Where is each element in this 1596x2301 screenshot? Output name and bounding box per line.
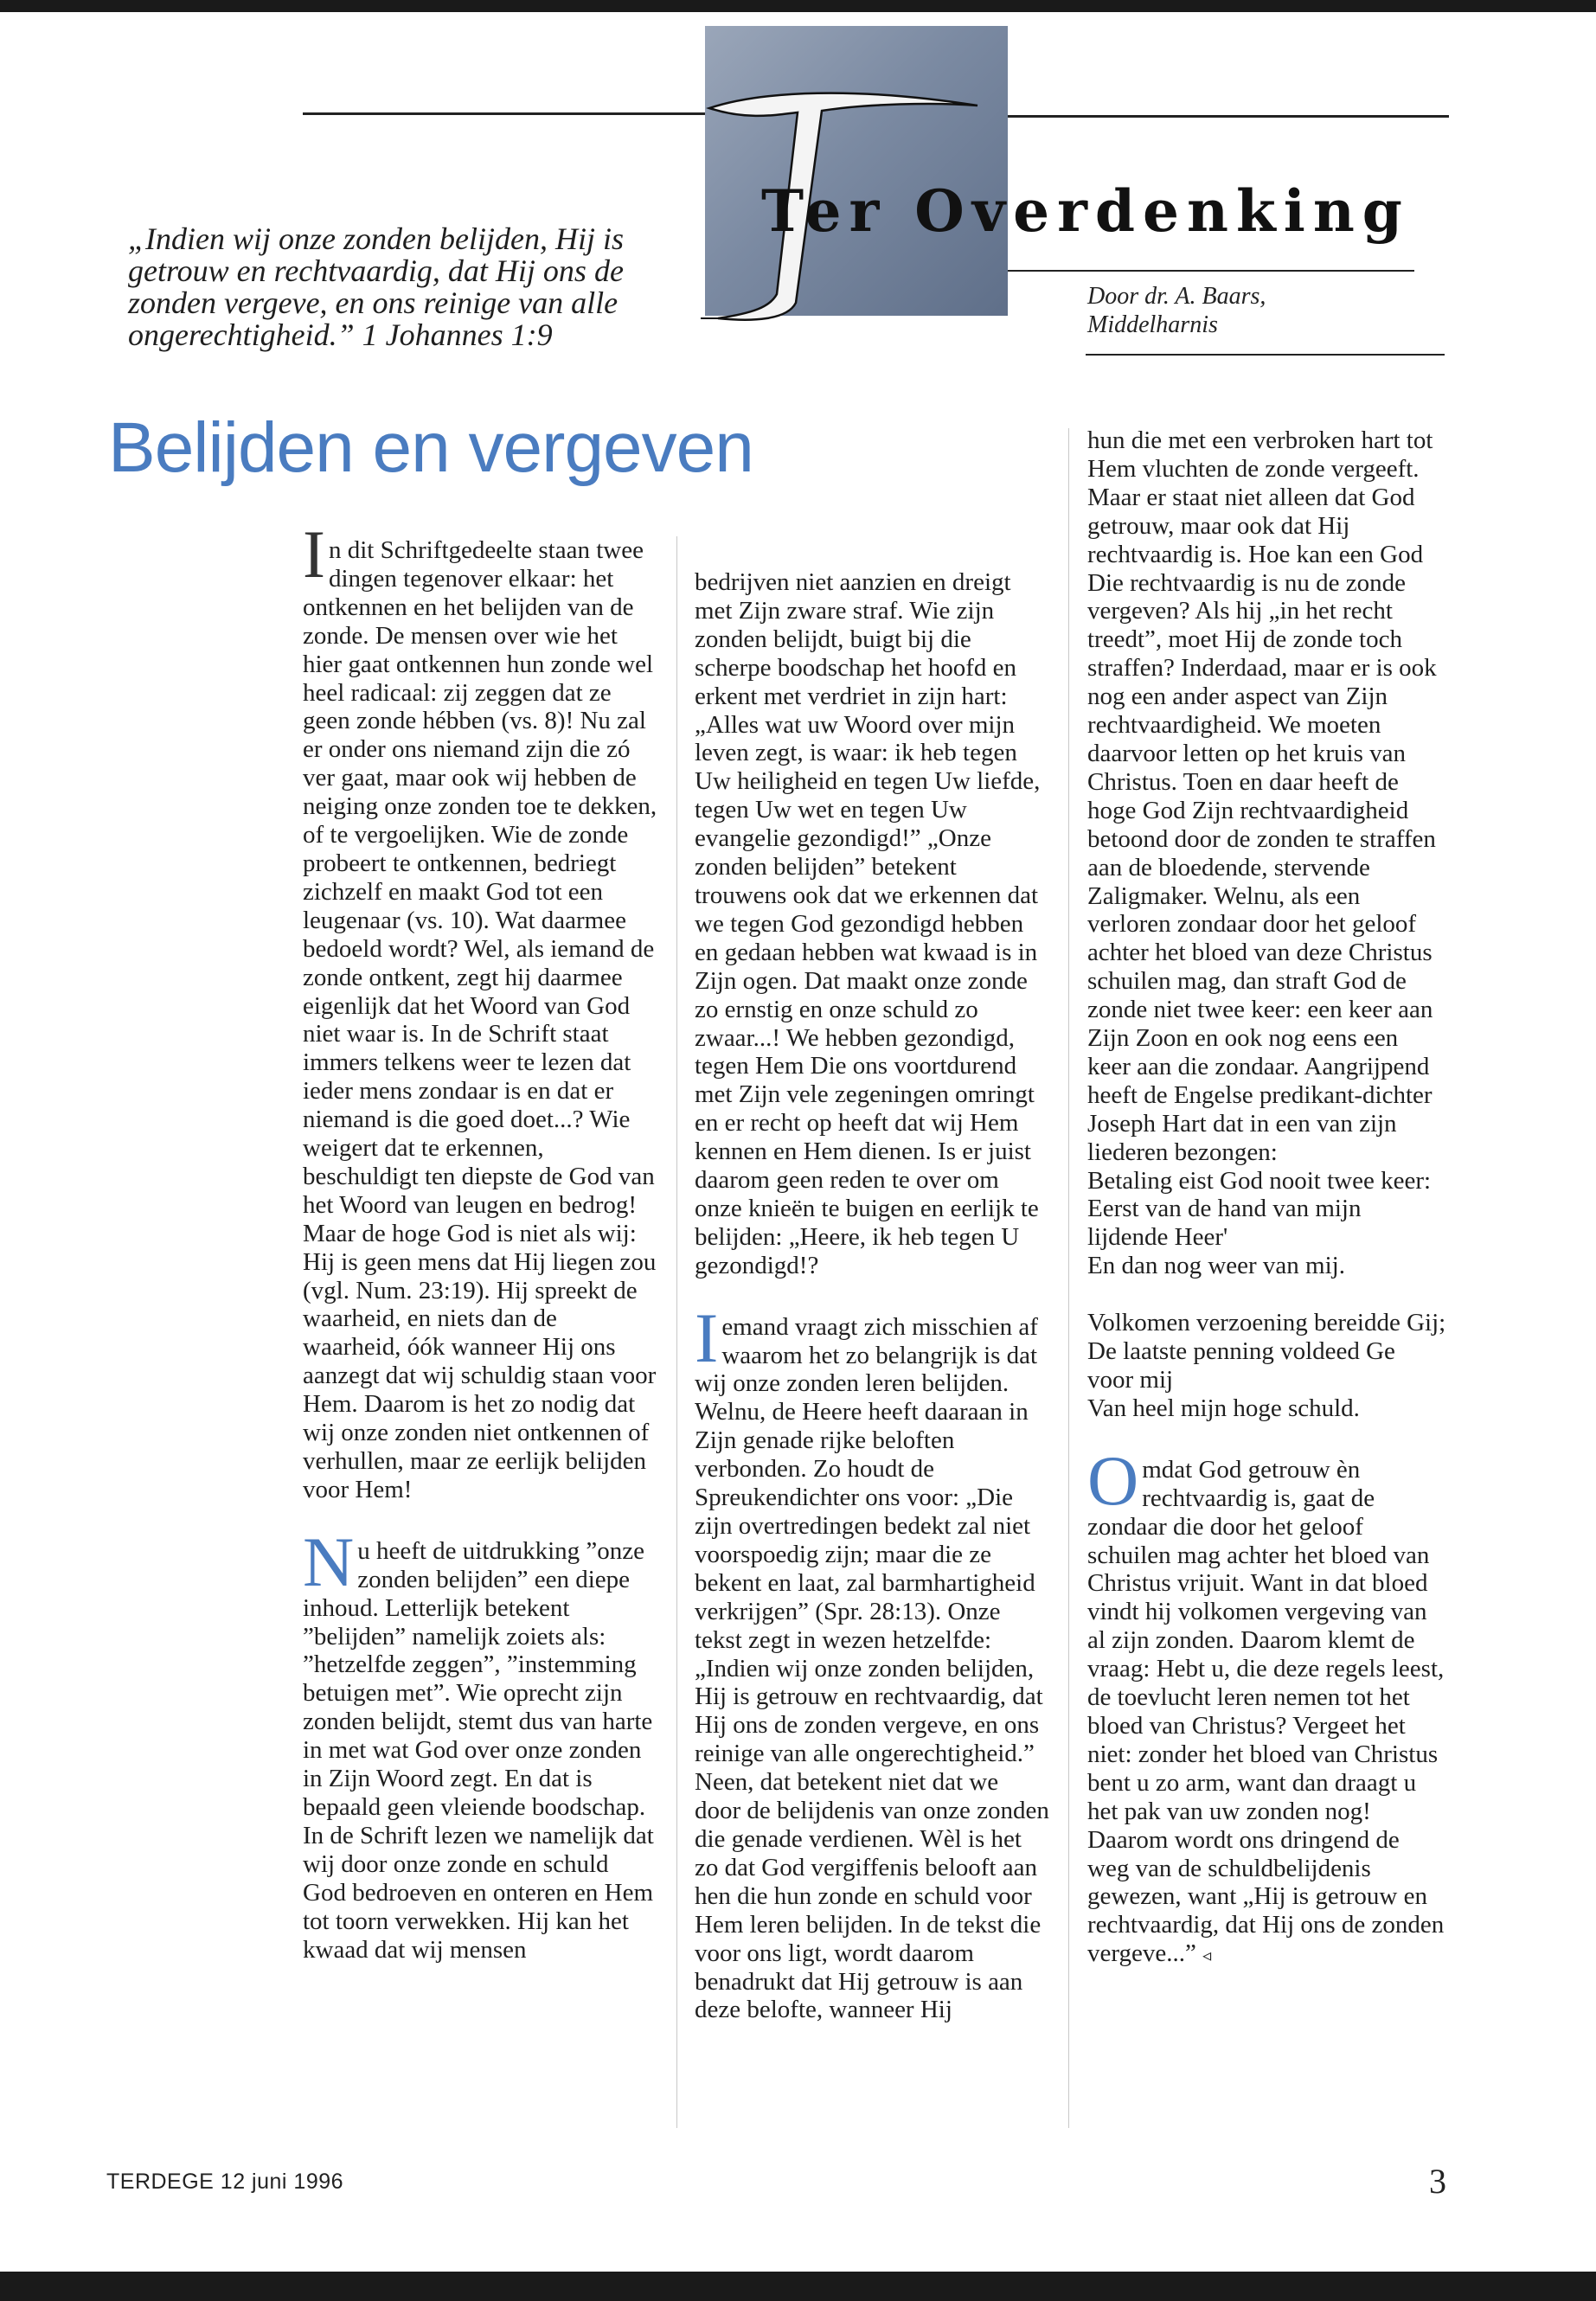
byline-author: Door dr. A. Baars, — [1087, 283, 1266, 310]
verse — [1087, 1167, 1446, 1281]
article-column-1 — [303, 516, 657, 1964]
drop-cap: I — [695, 1298, 719, 1377]
paragraph-text: emand vraagt zich misschien af waarom het zo belangrijk is dat wij onze zonden leren belijden. Welnu, de Heere heeft daaraan in Zijn genade rijke beloften verbonden. Zo houdt de Spreukendichter ons voor: „Die zijn overtredingen bedekt zal niet voorspoedig zijn; maar die ze bekent en laat, zal barmhartigheid verkrijgen” (Spr. 28:13). Onze tekst zegt in wezen hetzelfde: „Indien wij onze zonden belijden, Hij is getrouw en rechtvaardig, dat Hij ons de zonden vergeve, en ons reinige van alle ongerechtigheid.” Neen, dat betekent niet dat we door de belijdenis van onze zonden die genade verdienen. Wèl is het zo dat God vergiffenis belooft aan hen die hun zonde en schuld voor Hem leren belijden. In de tekst die voor ons ligt, wordt daarom benadrukt dat Hij getrouw is aan deze belofte, wanneer Hij — [695, 1312, 1049, 2024]
article-column-3 — [1087, 426, 1446, 1971]
article-column-2 — [695, 568, 1049, 2024]
drop-cap: O — [1087, 1440, 1139, 1520]
article-headline: Belijden en vergeven — [108, 408, 753, 487]
column-divider — [1068, 428, 1069, 2128]
page-top-border — [0, 0, 1596, 12]
drop-cap: I — [303, 516, 325, 592]
column-divider — [676, 536, 677, 2128]
paragraph — [1087, 1440, 1446, 1971]
paragraph-text: n dit Schriftgedeelte staan twee dingen tegenover elkaar: het ontkennen en het belijden van de zonde. De mensen over wie het hier gaat ontkennen hun zonde wel heel radicaal: zij zeggen dat ze geen zonde hébben (vs. 8)! Nu zal er onder ons niemand zijn die zó ver gaat, maar ook wij hebben de neiging onze zonden toe te dekken, of te vergoelijken. Wie de zonde probeert te ontkennen, bedriegt zichzelf en maakt God tot een leugenaar (vs. 10). Wat daarmee bedoeld wordt? Wel, als iemand de zonde ontkent, zegt hij daarmee eigenlijk dat het Woord van God niet waar is. In de Schrift staat immers telkens weer te lezen dat ieder mens zondaar is en dat er niemand is die goed doet...? Wie weigert dat te erkennen, beschuldigt ten diepste de God van het Woord van leugen en bedrog! Maar de hoge God is niet als wij: Hij is geen mens dat Hij liegen zou (vgl. Num. 23:19). Hij spreekt de waarheid, en niets dan de waarheid, óók wanneer Hij ons aanzegt dat wij schuldig staan voor Hem. Daarom is het zo nodig dat wij onze zonden niet ontkennen of verhullen, maar ze eerlijk belijden voor Hem! — [303, 536, 657, 1503]
verse-line: En dan nog weer van mij. — [1087, 1252, 1345, 1280]
verse-line: Betaling eist God nooit twee keer: — [1087, 1166, 1432, 1195]
byline-rule — [1086, 354, 1445, 356]
paragraph-text: hun die met een verbroken hart tot Hem vluchten de zonde vergeeft. Maar er staat niet alleen dat God getrouw, maar ook dat Hij rechtvaardig is. Hoe kan een God Die rechtvaardig is nu de zonde vergeven? Als hij „in het recht treedt”, moet Hij de zonde toch straffen? Inderdaad, maar er is ook nog een ander aspect van Zijn rechtvaardigheid. We moeten daarvoor letten op het kruis van Christus. Toen en daar heeft de hoge God Zijn rechtvaardigheid betoond door de zonden te straffen aan de bloedende, stervende Zaligmaker. Welnu, als een verloren zondaar door het geloof achter het bloed van deze Christus schuilen mag, dan straft God de zonde niet twee keer: een keer aan Zijn Zoon en ook nog eens een keer aan die zondaar. Aangrijpend heeft de Engelse predikant-dichter Joseph Hart dat in een van zijn liederen bezongen: — [1087, 426, 1437, 1166]
header-rule-right — [1008, 115, 1449, 118]
header-rule-under-title — [1008, 270, 1414, 272]
paragraph — [303, 516, 657, 1504]
page-bottom-border — [0, 2272, 1596, 2301]
drop-cap: N — [303, 1522, 355, 1601]
paragraph — [303, 1522, 657, 1965]
end-mark-icon: ◃ — [1202, 1946, 1212, 1966]
bible-quote: „Indien wij onze zonden belijden, Hij is getrouw en rechtvaardig, dat Hij ons de zonden vergeve, en ons reinige van alle ongerechtigheid.” 1 Johannes 1:9 — [128, 221, 624, 352]
verse-line: De laatste penning voldeed Ge voor mij — [1087, 1337, 1395, 1394]
page-number: 3 — [1429, 2162, 1446, 2201]
byline — [1087, 282, 1442, 339]
section-title: Ter Overdenking — [761, 177, 1410, 245]
paragraph — [1087, 426, 1446, 1167]
footer-publication: TERDEGE 12 juni 1996 — [106, 2170, 344, 2194]
paragraph-text: u heeft de uitdrukking ”onze zonden belijden” een diepe inhoud. Letterlijk betekent ”belijden” namelijk zoiets als: ”hetzelfde zeggen”, ”instemming betuigen met”. Wie oprecht zijn zonden belijdt, stemt dus van harte in met wat God over onze zonden in Zijn Woord zegt. En dat is bepaald geen vleiende boodschap. In de Schrift lezen we namelijk dat wij door onze zonde en schuld God bedroeven en onteren en Hem tot toorn verwekken. Hij kan het kwaad dat wij mensen — [303, 1536, 654, 1964]
verse — [1087, 1309, 1446, 1423]
byline-place: Middelharnis — [1087, 311, 1218, 338]
paragraph — [695, 1298, 1049, 2025]
paragraph-text: bedrijven niet aanzien en dreigt met Zijn zware straf. Wie zijn zonden belijdt, buigt bij die scherpe boodschap het hoofd en erkent met verdriet in zijn hart: „Alles wat uw Woord over mijn leven zegt, is waar: ik heb tegen Uw heiligheid en tegen Uw liefde, tegen Uw wet en tegen Uw evangelie gezondigd!” „Onze zonden belijden” betekent trouwens ook dat we erkennen dat we tegen God gezondigd hebben en gedaan hebben wat kwaad is in Zijn ogen. Dat maakt onze zonde zo ernstig en onze schuld zo zwaar...! We hebben gezondigd, tegen Hem Die ons voortdurend met Zijn vele zegeningen omringt en er recht op heeft dat wij Hem kennen en Hem dienen. Is er juist daarom geen reden te over om onze knieën te buigen en eerlijk te belijden: „Heere, ik heb tegen U gezondigd!? — [695, 568, 1041, 1279]
header-rule-left — [303, 112, 709, 115]
verse-line: Eerst van de hand van mijn lijdende Heer' — [1087, 1195, 1362, 1252]
paragraph-text: mdat God getrouw èn rechtvaardig is, gaat de zondaar die door het geloof schuilen mag achter het bloed van Christus vrijuit. Want in dat bloed vindt hij volkomen vergeving van al zijn zonden. Daarom klemt de vraag: Hebt u, die deze regels leest, de toevlucht leren nemen tot het bloed van Christus? Vergeet het niet: zonder het bloed van Christus bent u zo arm, want dan draagt u het pak van uw zonden nog! Daarom wordt ons dringend de weg van de schuldbelijdenis gewezen, want „Hij is getrouw en rechtvaardig, dat Hij ons de zonden vergeve...” — [1087, 1455, 1445, 1968]
verse-line: Van heel mijn hoge schuld. — [1087, 1394, 1360, 1422]
verse-line: Volkomen verzoening bereidde Gij; — [1087, 1309, 1446, 1337]
paragraph — [695, 568, 1049, 1280]
